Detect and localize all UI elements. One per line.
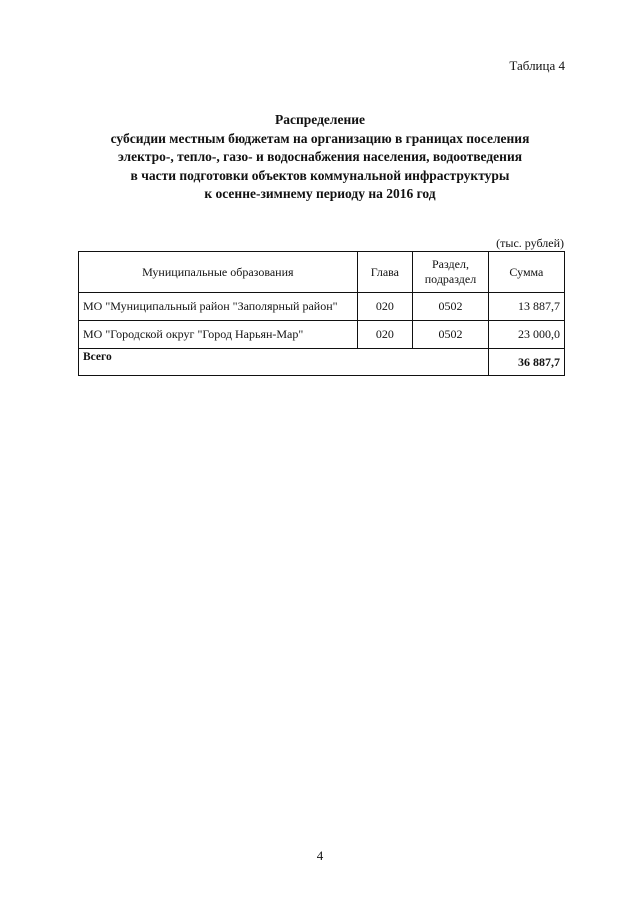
table-label: Таблица 4 <box>509 58 565 73</box>
header-razdel-line1: Раздел, <box>432 257 469 271</box>
header-glava: Глава <box>357 252 413 293</box>
title-line: в части подготовки объектов коммунальной инфраструктуры <box>130 167 510 183</box>
cell-sum: 23 000,0 <box>488 321 564 349</box>
units-note: (тыс. рублей) <box>496 236 564 250</box>
header-sum: Сумма <box>488 252 564 293</box>
total-label: Всего <box>79 349 489 376</box>
table-total-row <box>79 349 565 376</box>
cell-razdel: 0502 <box>413 293 489 321</box>
title-line: к осенне-зимнему периоду на 2016 год <box>204 186 436 201</box>
cell-glava: 020 <box>357 321 413 349</box>
header-municipalities: Муниципальные образования <box>79 252 358 293</box>
title-line: электро-, тепло-, газо- и водоснабжения населения, водоотведения <box>117 149 523 164</box>
table-row <box>79 293 565 321</box>
cell-name: МО "Городской округ "Город Нарьян-Мар" <box>79 321 358 349</box>
distribution-table <box>78 251 565 376</box>
cell-sum: 13 887,7 <box>488 293 564 321</box>
cell-razdel: 0502 <box>413 321 489 349</box>
cell-glava: 020 <box>357 293 413 321</box>
total-sum: 36 887,7 <box>488 349 564 376</box>
header-razdel <box>413 252 489 293</box>
table-row <box>79 321 565 349</box>
page-number: 4 <box>316 848 324 863</box>
header-razdel-line2: подраздел <box>424 272 477 286</box>
title-line: субсидии местным бюджетам на организацию в границах поселения <box>110 130 530 146</box>
title-line: Распределение <box>274 112 366 127</box>
cell-name: МО "Муниципальный район "Заполярный район" <box>79 293 358 321</box>
document-title <box>0 111 640 204</box>
table-header-row <box>79 252 565 293</box>
